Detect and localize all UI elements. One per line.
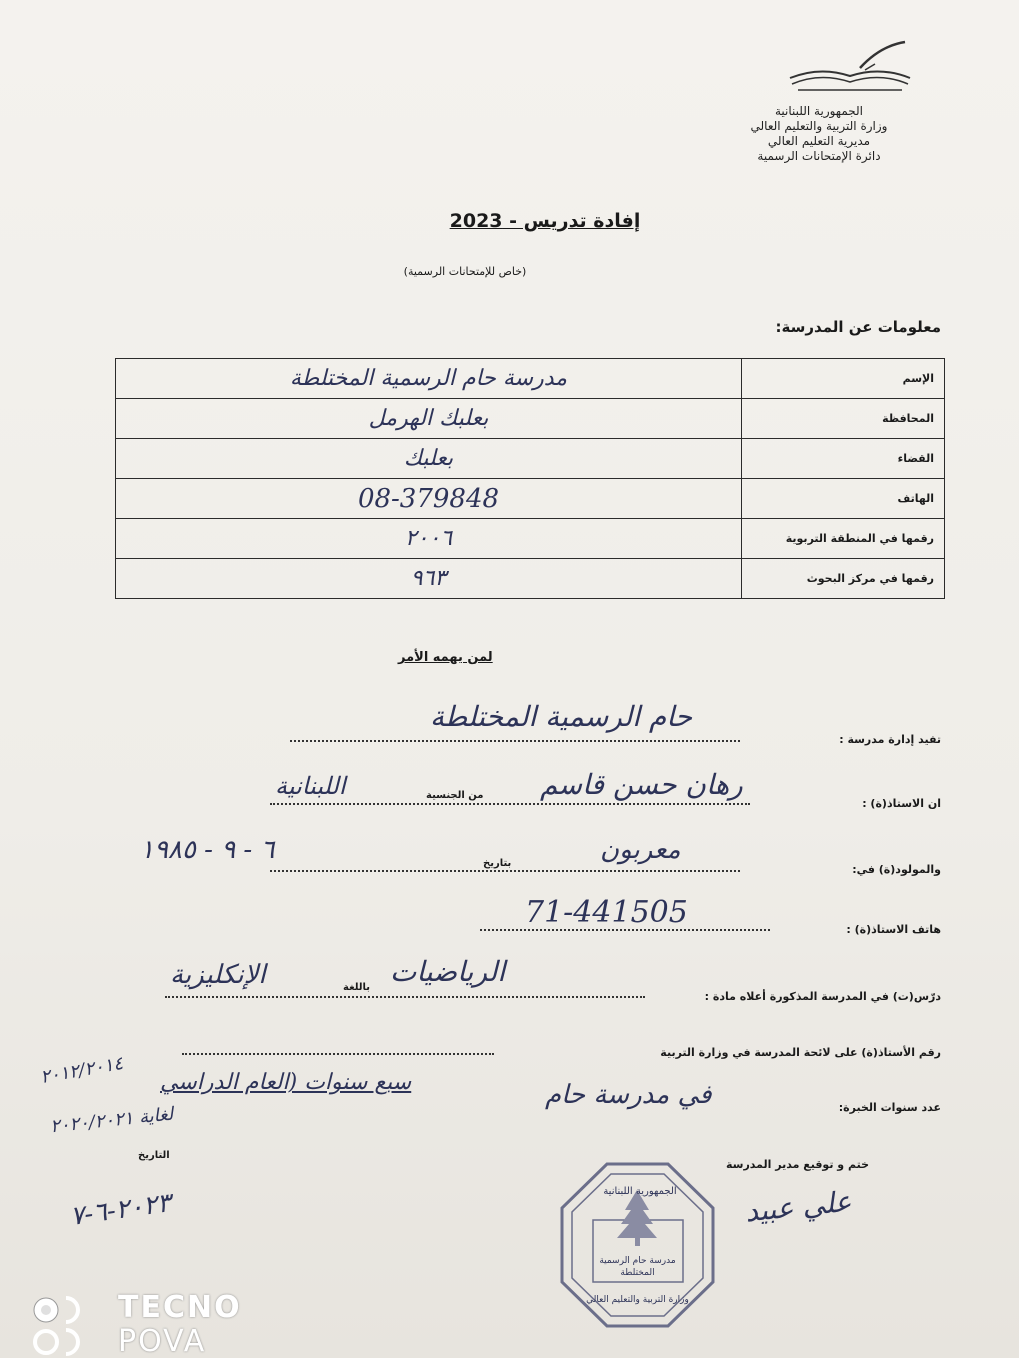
teacher-dotted-line: [270, 803, 750, 805]
stamp-outer-text: الجمهورية اللبنانية: [603, 1186, 677, 1197]
watermark-line2: POVA: [118, 1324, 207, 1358]
table-row: [116, 439, 945, 479]
date-field-label: التاريخ: [138, 1150, 170, 1161]
signature-label: ختم و توقيع مدير المدرسة: [725, 1158, 869, 1171]
district-label: القضاء: [742, 439, 945, 479]
header-block: [719, 104, 919, 164]
table-row: [116, 479, 945, 519]
experience-detail: سبع سنوات (العام الدراسي: [160, 1070, 412, 1095]
header-directorate: مديرية التعليم العالي: [767, 134, 871, 148]
school-stamp: [555, 1160, 720, 1330]
experience-years-start: ٢٠١٢/٢٠١٤: [38, 1052, 125, 1089]
stamp-bottom-text: وزارة التربية والتعليم العالي: [586, 1295, 689, 1305]
header-ministry: وزارة التربية والتعليم العالي: [750, 119, 888, 133]
experience-value: في مدرسة حام: [545, 1080, 712, 1110]
nationality-label: من الجنسية: [426, 790, 484, 801]
phone-label: الهاتف: [742, 479, 945, 519]
nationality-value: اللبنانية: [275, 772, 346, 800]
admin-value: حام الرسمية المختلطة: [430, 700, 693, 733]
birth-date-value: ٦ - ٩ - ١٩٨٥: [140, 835, 275, 865]
watermark-line1: TECNO: [118, 1290, 242, 1325]
admin-label: تفيد إدارة مدرسة :: [839, 733, 941, 746]
table-row: [116, 559, 945, 599]
stamp-inner-text: مدرسة حام الرسمية المختلطة: [599, 1256, 676, 1278]
school-name-value: مدرسة حام الرسمية المختلطة: [116, 359, 742, 399]
region-number-label: رقمها في المنطقة التربوية: [742, 519, 945, 559]
school-name-label: الإسم: [742, 359, 945, 399]
to-whom-heading: لمن يهمه الأمر: [398, 650, 493, 665]
research-center-number-value: ٩٦٣: [116, 559, 742, 599]
school-info-table: [115, 358, 945, 599]
subject-value: الرياضيات: [390, 955, 506, 988]
born-dotted-line: [270, 870, 740, 872]
governorate-value: بعلبك الهرمل: [116, 399, 742, 439]
governorate-label: المحافظة: [742, 399, 945, 439]
research-center-number-label: رقمها في مركز البحوث: [742, 559, 945, 599]
table-row: [116, 359, 945, 399]
teacher-label: ان الاستاذ(ة) :: [862, 797, 941, 810]
birth-date-label: بتاريخ: [483, 858, 512, 869]
experience-years-end: لغاية ٢٠٢٠/٢٠٢١: [49, 1103, 175, 1138]
district-value: بعلبك: [116, 439, 742, 479]
document-subtitle: (خاص للإمتحانات الرسمية): [403, 265, 527, 278]
language-value: الإنكليزية: [170, 960, 266, 990]
language-label: باللغة: [343, 982, 371, 993]
taught-label: درّس(ت) في المدرسة المذكورة أعلاه مادة :: [704, 990, 941, 1003]
header-republic: الجمهورية اللبنانية: [774, 104, 864, 118]
experience-label: عدد سنوات الخبرة:: [838, 1101, 941, 1114]
phone-value: 08-379848: [116, 479, 742, 519]
ministry-number-dotted-line: [182, 1053, 494, 1055]
teacher-phone-label: هاتف الاستاذ(ة) :: [846, 923, 941, 936]
ministry-number-label: رقم الأستاذ(ة) على لائحة المدرسة في وزارة التربية: [660, 1046, 941, 1059]
region-number-value: ٢٠٠٦: [116, 519, 742, 559]
table-row: [116, 399, 945, 439]
document-title: إفادة تدريس - 2023: [449, 210, 641, 232]
teacher-phone-value: 71-441505: [525, 895, 688, 930]
born-value: معربون: [600, 835, 681, 865]
school-info-heading: معلومات عن المدرسة:: [775, 318, 941, 336]
admin-dotted-line: [290, 740, 740, 742]
teacher-value: رهان حسن قاسم: [540, 768, 743, 801]
born-label: والمولود(ة) في:: [852, 863, 941, 876]
ministry-logo: [780, 38, 920, 98]
header-department: دائرة الإمتحانات الرسمية: [757, 149, 881, 163]
table-row: [116, 519, 945, 559]
date-field-value: ٢٠٢٣-٦-٧: [68, 1188, 173, 1232]
signature-value: علي عبيد: [743, 1184, 853, 1229]
taught-dotted-line: [165, 996, 645, 998]
camera-logo-icon: [30, 1294, 100, 1358]
